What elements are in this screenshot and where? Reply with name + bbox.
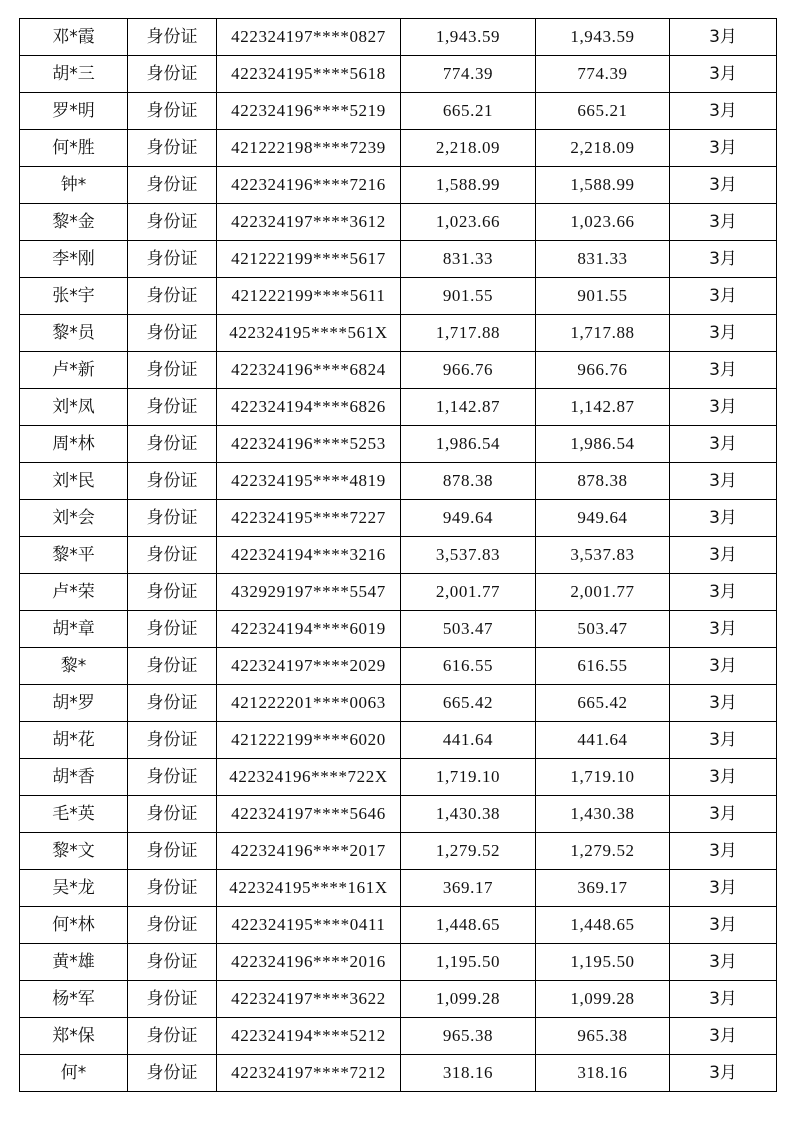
month-cell: 3月 <box>670 796 777 833</box>
paid-amount-cell: 878.38 <box>536 463 670 500</box>
id-number-cell: 422324195****161X <box>217 870 401 907</box>
id-type-cell: 身份证 <box>128 574 217 611</box>
month-cell: 3月 <box>670 1018 777 1055</box>
paid-amount-cell: 2,218.09 <box>536 130 670 167</box>
paid-amount-cell: 2,001.77 <box>536 574 670 611</box>
id-type-cell: 身份证 <box>128 648 217 685</box>
month-cell: 3月 <box>670 685 777 722</box>
id-number-cell: 422324196****6824 <box>217 352 401 389</box>
amount-cell: 965.38 <box>401 1018 536 1055</box>
id-number-cell: 422324195****0411 <box>217 907 401 944</box>
document-sheet <box>19 18 776 1092</box>
month-cell: 3月 <box>670 56 777 93</box>
amount-cell: 1,986.54 <box>401 426 536 463</box>
id-number-cell: 422324197****0827 <box>217 19 401 56</box>
paid-amount-cell: 965.38 <box>536 1018 670 1055</box>
month-cell: 3月 <box>670 648 777 685</box>
name-cell: 胡*三 <box>20 56 128 93</box>
amount-cell: 3,537.83 <box>401 537 536 574</box>
data-table <box>19 18 777 1092</box>
name-cell: 郑*保 <box>20 1018 128 1055</box>
name-cell: 胡*香 <box>20 759 128 796</box>
month-cell: 3月 <box>670 241 777 278</box>
name-cell: 胡*花 <box>20 722 128 759</box>
amount-cell: 1,279.52 <box>401 833 536 870</box>
amount-cell: 774.39 <box>401 56 536 93</box>
amount-cell: 2,218.09 <box>401 130 536 167</box>
id-type-cell: 身份证 <box>128 241 217 278</box>
month-cell: 3月 <box>670 426 777 463</box>
id-type-cell: 身份证 <box>128 1018 217 1055</box>
amount-cell: 1,588.99 <box>401 167 536 204</box>
amount-cell: 665.42 <box>401 685 536 722</box>
table-row <box>20 1055 777 1092</box>
id-number-cell: 421222199****5617 <box>217 241 401 278</box>
table-row <box>20 241 777 278</box>
month-cell: 3月 <box>670 1055 777 1092</box>
id-number-cell: 422324195****7227 <box>217 500 401 537</box>
table-row <box>20 130 777 167</box>
table-row <box>20 167 777 204</box>
id-type-cell: 身份证 <box>128 759 217 796</box>
table-row <box>20 204 777 241</box>
name-cell: 黎*金 <box>20 204 128 241</box>
id-number-cell: 421222199****5611 <box>217 278 401 315</box>
name-cell: 何* <box>20 1055 128 1092</box>
paid-amount-cell: 1,943.59 <box>536 19 670 56</box>
id-number-cell: 422324197****3622 <box>217 981 401 1018</box>
paid-amount-cell: 441.64 <box>536 722 670 759</box>
name-cell: 吴*龙 <box>20 870 128 907</box>
month-cell: 3月 <box>670 759 777 796</box>
id-type-cell: 身份证 <box>128 130 217 167</box>
id-number-cell: 432929197****5547 <box>217 574 401 611</box>
table-row <box>20 574 777 611</box>
name-cell: 黎*员 <box>20 315 128 352</box>
id-number-cell: 421222201****0063 <box>217 685 401 722</box>
month-cell: 3月 <box>670 611 777 648</box>
name-cell: 刘*凤 <box>20 389 128 426</box>
amount-cell: 1,448.65 <box>401 907 536 944</box>
id-type-cell: 身份证 <box>128 93 217 130</box>
table-row <box>20 796 777 833</box>
id-number-cell: 421222198****7239 <box>217 130 401 167</box>
id-type-cell: 身份证 <box>128 352 217 389</box>
table-row <box>20 907 777 944</box>
month-cell: 3月 <box>670 204 777 241</box>
paid-amount-cell: 1,448.65 <box>536 907 670 944</box>
id-number-cell: 422324197****3612 <box>217 204 401 241</box>
name-cell: 毛*英 <box>20 796 128 833</box>
amount-cell: 2,001.77 <box>401 574 536 611</box>
id-type-cell: 身份证 <box>128 56 217 93</box>
amount-cell: 831.33 <box>401 241 536 278</box>
name-cell: 黄*雄 <box>20 944 128 981</box>
paid-amount-cell: 1,279.52 <box>536 833 670 870</box>
id-number-cell: 422324196****722X <box>217 759 401 796</box>
table-row <box>20 389 777 426</box>
name-cell: 何*林 <box>20 907 128 944</box>
name-cell: 胡*罗 <box>20 685 128 722</box>
amount-cell: 616.55 <box>401 648 536 685</box>
table-row <box>20 685 777 722</box>
table-row <box>20 759 777 796</box>
amount-cell: 1,195.50 <box>401 944 536 981</box>
paid-amount-cell: 901.55 <box>536 278 670 315</box>
paid-amount-cell: 1,142.87 <box>536 389 670 426</box>
amount-cell: 1,943.59 <box>401 19 536 56</box>
id-number-cell: 421222199****6020 <box>217 722 401 759</box>
name-cell: 刘*会 <box>20 500 128 537</box>
month-cell: 3月 <box>670 537 777 574</box>
name-cell: 黎* <box>20 648 128 685</box>
id-number-cell: 422324196****5219 <box>217 93 401 130</box>
id-type-cell: 身份证 <box>128 833 217 870</box>
id-number-cell: 422324194****6019 <box>217 611 401 648</box>
id-type-cell: 身份证 <box>128 426 217 463</box>
table-row <box>20 870 777 907</box>
paid-amount-cell: 831.33 <box>536 241 670 278</box>
table-row <box>20 611 777 648</box>
table-row <box>20 19 777 56</box>
id-type-cell: 身份证 <box>128 685 217 722</box>
month-cell: 3月 <box>670 944 777 981</box>
name-cell: 胡*章 <box>20 611 128 648</box>
month-cell: 3月 <box>670 870 777 907</box>
id-type-cell: 身份证 <box>128 537 217 574</box>
name-cell: 何*胜 <box>20 130 128 167</box>
id-type-cell: 身份证 <box>128 944 217 981</box>
id-type-cell: 身份证 <box>128 907 217 944</box>
paid-amount-cell: 1,430.38 <box>536 796 670 833</box>
name-cell: 黎*文 <box>20 833 128 870</box>
table-row <box>20 315 777 352</box>
amount-cell: 878.38 <box>401 463 536 500</box>
id-type-cell: 身份证 <box>128 204 217 241</box>
table-row <box>20 426 777 463</box>
paid-amount-cell: 665.42 <box>536 685 670 722</box>
id-type-cell: 身份证 <box>128 500 217 537</box>
name-cell: 黎*平 <box>20 537 128 574</box>
table-row <box>20 278 777 315</box>
month-cell: 3月 <box>670 981 777 1018</box>
id-number-cell: 422324196****2017 <box>217 833 401 870</box>
id-number-cell: 422324197****7212 <box>217 1055 401 1092</box>
table-row <box>20 93 777 130</box>
table-row <box>20 352 777 389</box>
name-cell: 张*宇 <box>20 278 128 315</box>
id-type-cell: 身份证 <box>128 278 217 315</box>
id-number-cell: 422324194****3216 <box>217 537 401 574</box>
amount-cell: 1,099.28 <box>401 981 536 1018</box>
paid-amount-cell: 1,719.10 <box>536 759 670 796</box>
amount-cell: 1,719.10 <box>401 759 536 796</box>
paid-amount-cell: 949.64 <box>536 500 670 537</box>
id-type-cell: 身份证 <box>128 796 217 833</box>
month-cell: 3月 <box>670 19 777 56</box>
id-type-cell: 身份证 <box>128 722 217 759</box>
month-cell: 3月 <box>670 500 777 537</box>
amount-cell: 318.16 <box>401 1055 536 1092</box>
paid-amount-cell: 665.21 <box>536 93 670 130</box>
table-row <box>20 981 777 1018</box>
table-body <box>20 19 777 1092</box>
amount-cell: 1,142.87 <box>401 389 536 426</box>
id-number-cell: 422324194****6826 <box>217 389 401 426</box>
id-type-cell: 身份证 <box>128 611 217 648</box>
month-cell: 3月 <box>670 574 777 611</box>
id-number-cell: 422324197****2029 <box>217 648 401 685</box>
id-number-cell: 422324195****5618 <box>217 56 401 93</box>
id-type-cell: 身份证 <box>128 167 217 204</box>
name-cell: 钟* <box>20 167 128 204</box>
amount-cell: 665.21 <box>401 93 536 130</box>
month-cell: 3月 <box>670 389 777 426</box>
name-cell: 罗*明 <box>20 93 128 130</box>
month-cell: 3月 <box>670 315 777 352</box>
table-row <box>20 1018 777 1055</box>
id-type-cell: 身份证 <box>128 19 217 56</box>
name-cell: 刘*民 <box>20 463 128 500</box>
id-number-cell: 422324195****4819 <box>217 463 401 500</box>
table-row <box>20 944 777 981</box>
paid-amount-cell: 1,023.66 <box>536 204 670 241</box>
amount-cell: 901.55 <box>401 278 536 315</box>
month-cell: 3月 <box>670 833 777 870</box>
month-cell: 3月 <box>670 130 777 167</box>
month-cell: 3月 <box>670 167 777 204</box>
month-cell: 3月 <box>670 278 777 315</box>
name-cell: 卢*新 <box>20 352 128 389</box>
paid-amount-cell: 3,537.83 <box>536 537 670 574</box>
amount-cell: 369.17 <box>401 870 536 907</box>
id-type-cell: 身份证 <box>128 463 217 500</box>
paid-amount-cell: 774.39 <box>536 56 670 93</box>
paid-amount-cell: 1,717.88 <box>536 315 670 352</box>
table-row <box>20 500 777 537</box>
id-number-cell: 422324196****5253 <box>217 426 401 463</box>
paid-amount-cell: 1,099.28 <box>536 981 670 1018</box>
amount-cell: 966.76 <box>401 352 536 389</box>
month-cell: 3月 <box>670 907 777 944</box>
table-row <box>20 648 777 685</box>
id-number-cell: 422324196****2016 <box>217 944 401 981</box>
amount-cell: 1,023.66 <box>401 204 536 241</box>
table-row <box>20 722 777 759</box>
paid-amount-cell: 616.55 <box>536 648 670 685</box>
paid-amount-cell: 503.47 <box>536 611 670 648</box>
paid-amount-cell: 318.16 <box>536 1055 670 1092</box>
month-cell: 3月 <box>670 463 777 500</box>
amount-cell: 1,430.38 <box>401 796 536 833</box>
id-type-cell: 身份证 <box>128 389 217 426</box>
table-row <box>20 833 777 870</box>
amount-cell: 949.64 <box>401 500 536 537</box>
table-row <box>20 56 777 93</box>
amount-cell: 1,717.88 <box>401 315 536 352</box>
table-row <box>20 537 777 574</box>
amount-cell: 441.64 <box>401 722 536 759</box>
month-cell: 3月 <box>670 352 777 389</box>
name-cell: 杨*军 <box>20 981 128 1018</box>
id-type-cell: 身份证 <box>128 1055 217 1092</box>
month-cell: 3月 <box>670 722 777 759</box>
id-number-cell: 422324196****7216 <box>217 167 401 204</box>
id-number-cell: 422324194****5212 <box>217 1018 401 1055</box>
id-type-cell: 身份证 <box>128 870 217 907</box>
name-cell: 邓*霞 <box>20 19 128 56</box>
amount-cell: 503.47 <box>401 611 536 648</box>
paid-amount-cell: 966.76 <box>536 352 670 389</box>
table-row <box>20 463 777 500</box>
paid-amount-cell: 1,986.54 <box>536 426 670 463</box>
id-number-cell: 422324197****5646 <box>217 796 401 833</box>
name-cell: 卢*荣 <box>20 574 128 611</box>
id-number-cell: 422324195****561X <box>217 315 401 352</box>
paid-amount-cell: 1,195.50 <box>536 944 670 981</box>
month-cell: 3月 <box>670 93 777 130</box>
name-cell: 李*刚 <box>20 241 128 278</box>
paid-amount-cell: 1,588.99 <box>536 167 670 204</box>
name-cell: 周*林 <box>20 426 128 463</box>
id-type-cell: 身份证 <box>128 981 217 1018</box>
paid-amount-cell: 369.17 <box>536 870 670 907</box>
id-type-cell: 身份证 <box>128 315 217 352</box>
